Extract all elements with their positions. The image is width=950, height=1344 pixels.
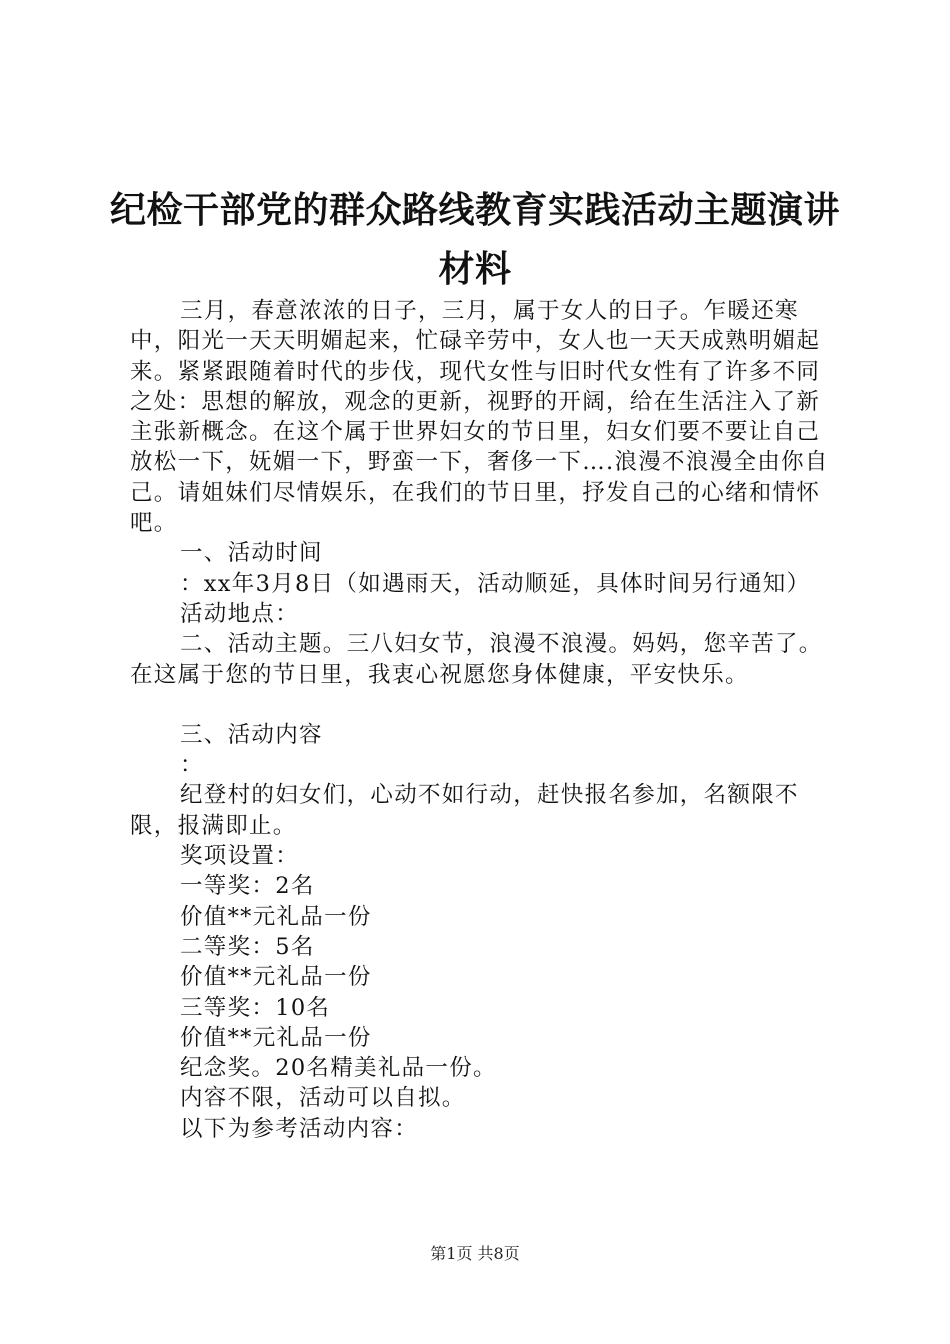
page-number-footer: 第1页 共8页 — [430, 1244, 520, 1263]
paragraph-activity-date: ：xx年3月8日（如遇雨天，活动顺延，具体时间另行通知） — [180, 570, 811, 597]
document-title-line-1: 纪检干部党的群众路线教育实践活动主题演讲 — [109, 190, 840, 231]
award-third: 三等奖：10名 — [180, 994, 331, 1021]
paragraph-intro: 三月，春意浓浓的日子，三月，属于女人的日子。乍暖还寒中，阳光一天天明媚起来，忙碌辛劳中，女人也一天天成熟明媚起来。紧紧跟随着时代的步伐，现代女性与旧时代女性有了许多不同之处：思想的解放，观念的更新，视野的开阔，给在生活注入了新主张新概念。在这个属于世界妇女的节日里，妇女们要不要让自己放松一下，妩媚一下，野蛮一下，奢侈一下….浪漫不浪漫全由你自己。请姐妹们尽情娱乐，在我们的节日里，抒发自己的心绪和情怀吧。 — [130, 298, 829, 537]
heading-activity-time: 一、活动时间 — [180, 540, 323, 567]
paragraph-activity-location: 活动地点： — [180, 600, 300, 627]
award-second: 二等奖：5名 — [180, 933, 315, 960]
heading-activity-content: 三、活动内容 — [180, 721, 323, 748]
paragraph-colon: ： — [180, 752, 204, 779]
heading-awards: 奖项设置： — [180, 843, 300, 870]
document-body — [130, 296, 835, 1144]
paragraph-reference-intro: 以下为参考活动内容： — [180, 1115, 419, 1142]
award-second-value: 价值**元礼品一份 — [180, 964, 372, 991]
award-commemorative: 纪念奖。20名精美礼品一份。 — [180, 1055, 497, 1082]
document-title-line-2: 材料 — [438, 249, 512, 290]
paragraph-content-unlimited: 内容不限，活动可以自拟。 — [180, 1085, 466, 1112]
paragraph-signup: 纪登村的妇女们，心动不如行动，赶快报名参加，名额限不限，报满即止。 — [130, 782, 799, 839]
paragraph-activity-theme: 二、活动主题。三八妇女节，浪漫不浪漫。妈妈，您辛苦了。在这属于您的节日里，我衷心祝愿您身体健康，平安快乐。 — [130, 631, 823, 688]
award-first: 一等奖：2名 — [180, 873, 315, 900]
award-first-value: 价值**元礼品一份 — [180, 903, 372, 930]
paragraph-spacer — [130, 690, 835, 720]
award-third-value: 价值**元礼品一份 — [180, 1024, 372, 1051]
